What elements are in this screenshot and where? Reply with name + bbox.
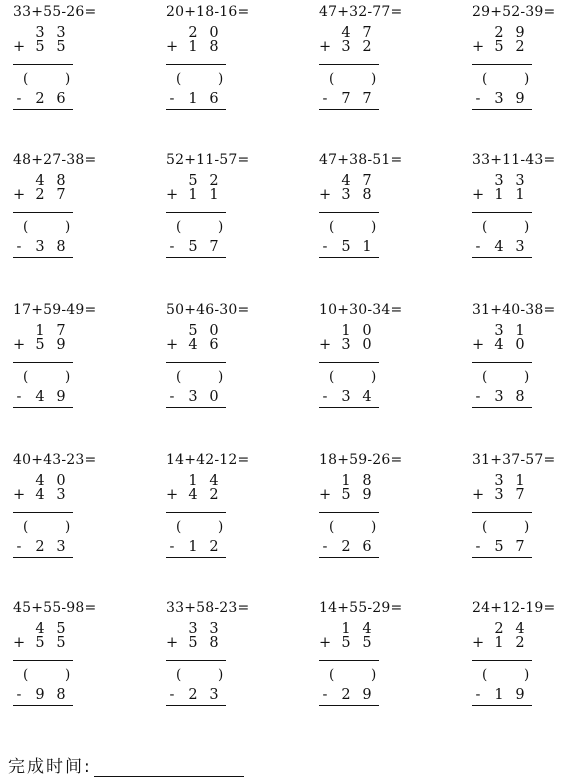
close-paren: )	[524, 71, 530, 87]
ones-digit: 8	[56, 173, 66, 189]
ones-digit: 7	[362, 173, 372, 189]
problem-expression: 14+42-12=	[166, 452, 250, 468]
tens-digit: 4	[494, 239, 504, 255]
result-line	[13, 705, 73, 706]
ones-digit: 8	[209, 39, 219, 55]
result-line	[472, 257, 532, 258]
problem-item	[166, 152, 286, 262]
problem-item	[13, 152, 133, 262]
ones-digit: 7	[515, 487, 525, 503]
plus-sign: +	[472, 635, 485, 651]
result-line	[472, 109, 532, 110]
ones-digit: 4	[362, 389, 372, 405]
ones-digit: 8	[362, 187, 372, 203]
tens-digit: 4	[494, 337, 504, 353]
ones-digit: 7	[56, 187, 66, 203]
open-paren: (	[23, 667, 29, 683]
close-paren: )	[65, 667, 71, 683]
sum-line	[319, 660, 379, 661]
tens-digit: 5	[188, 239, 198, 255]
ones-digit: 7	[209, 239, 219, 255]
ones-digit: 8	[56, 687, 66, 703]
tens-digit: 2	[35, 187, 45, 203]
problem-expression: 31+37-57=	[472, 452, 556, 468]
ones-digit: 0	[56, 473, 66, 489]
tens-digit: 3	[35, 25, 45, 41]
ones-digit: 9	[515, 687, 525, 703]
problem-expression: 14+55-29=	[319, 600, 403, 616]
tens-digit: 3	[35, 239, 45, 255]
ones-digit: 3	[56, 25, 66, 41]
plus-sign: +	[319, 337, 332, 353]
ones-digit: 1	[515, 473, 525, 489]
open-paren: (	[176, 369, 182, 385]
close-paren: )	[218, 369, 224, 385]
plus-sign: +	[472, 487, 485, 503]
tens-digit: 1	[494, 187, 504, 203]
tens-digit: 2	[341, 539, 351, 555]
problem-item	[472, 600, 577, 710]
ones-digit: 6	[56, 91, 66, 107]
problem-item	[472, 302, 577, 412]
problem-expression: 18+59-26=	[319, 452, 403, 468]
open-paren: (	[329, 667, 335, 683]
minus-sign: -	[169, 389, 175, 405]
ones-digit: 1	[515, 323, 525, 339]
ones-digit: 9	[515, 25, 525, 41]
ones-digit: 2	[515, 39, 525, 55]
tens-digit: 5	[35, 337, 45, 353]
result-line	[472, 705, 532, 706]
result-line	[319, 407, 379, 408]
plus-sign: +	[472, 39, 485, 55]
minus-sign: -	[169, 539, 175, 555]
problem-expression: 45+55-98=	[13, 600, 97, 616]
problem-item	[319, 600, 439, 710]
tens-digit: 4	[341, 173, 351, 189]
minus-sign: -	[322, 389, 328, 405]
minus-sign: -	[169, 239, 175, 255]
tens-digit: 4	[188, 487, 198, 503]
ones-digit: 0	[362, 337, 372, 353]
result-line	[13, 109, 73, 110]
tens-digit: 3	[341, 337, 351, 353]
tens-digit: 1	[188, 473, 198, 489]
close-paren: )	[524, 219, 530, 235]
sum-line	[472, 512, 532, 513]
tens-digit: 1	[341, 323, 351, 339]
ones-digit: 4	[515, 621, 525, 637]
ones-digit: 2	[209, 173, 219, 189]
open-paren: (	[482, 667, 488, 683]
ones-digit: 7	[362, 91, 372, 107]
ones-digit: 9	[56, 389, 66, 405]
tens-digit: 3	[494, 173, 504, 189]
close-paren: )	[218, 519, 224, 535]
tens-digit: 4	[35, 173, 45, 189]
sum-line	[319, 64, 379, 65]
ones-digit: 3	[56, 539, 66, 555]
ones-digit: 8	[56, 239, 66, 255]
problem-expression: 10+30-34=	[319, 302, 403, 318]
problem-expression: 33+55-26=	[13, 4, 97, 20]
ones-digit: 2	[209, 539, 219, 555]
open-paren: (	[176, 519, 182, 535]
problem-item	[166, 452, 286, 562]
minus-sign: -	[322, 687, 328, 703]
minus-sign: -	[16, 687, 22, 703]
tens-digit: 1	[35, 323, 45, 339]
tens-digit: 5	[188, 173, 198, 189]
problem-expression: 29+52-39=	[472, 4, 556, 20]
tens-digit: 5	[494, 539, 504, 555]
plus-sign: +	[13, 187, 26, 203]
result-line	[319, 557, 379, 558]
result-line	[166, 257, 226, 258]
open-paren: (	[23, 71, 29, 87]
completion-time-footer	[8, 752, 244, 777]
tens-digit: 3	[494, 473, 504, 489]
ones-digit: 9	[362, 687, 372, 703]
tens-digit: 2	[188, 687, 198, 703]
problem-item	[319, 452, 439, 562]
ones-digit: 4	[209, 473, 219, 489]
plus-sign: +	[319, 39, 332, 55]
tens-digit: 1	[494, 687, 504, 703]
problem-item	[166, 600, 286, 710]
open-paren: (	[176, 667, 182, 683]
open-paren: (	[23, 369, 29, 385]
sum-line	[472, 212, 532, 213]
ones-digit: 8	[362, 473, 372, 489]
ones-digit: 6	[209, 91, 219, 107]
problem-item	[319, 302, 439, 412]
tens-digit: 2	[494, 25, 504, 41]
plus-sign: +	[13, 337, 26, 353]
result-line	[319, 109, 379, 110]
minus-sign: -	[475, 91, 481, 107]
ones-digit: 3	[56, 487, 66, 503]
tens-digit: 2	[35, 91, 45, 107]
minus-sign: -	[169, 91, 175, 107]
ones-digit: 2	[362, 39, 372, 55]
minus-sign: -	[475, 239, 481, 255]
problem-expression: 20+18-16=	[166, 4, 250, 20]
problem-item	[13, 452, 133, 562]
result-line	[166, 705, 226, 706]
minus-sign: -	[475, 389, 481, 405]
plus-sign: +	[166, 487, 179, 503]
tens-digit: 1	[188, 539, 198, 555]
problem-item	[13, 302, 133, 412]
close-paren: )	[218, 219, 224, 235]
tens-digit: 5	[188, 323, 198, 339]
sum-line	[166, 212, 226, 213]
ones-digit: 3	[515, 173, 525, 189]
plus-sign: +	[13, 635, 26, 651]
minus-sign: -	[322, 539, 328, 555]
ones-digit: 5	[56, 635, 66, 651]
close-paren: )	[524, 519, 530, 535]
tens-digit: 5	[188, 635, 198, 651]
ones-digit: 9	[56, 337, 66, 353]
close-paren: )	[524, 667, 530, 683]
tens-digit: 5	[341, 487, 351, 503]
close-paren: )	[65, 369, 71, 385]
plus-sign: +	[13, 39, 26, 55]
tens-digit: 1	[341, 621, 351, 637]
sum-line	[13, 362, 73, 363]
tens-digit: 4	[35, 621, 45, 637]
minus-sign: -	[322, 239, 328, 255]
sum-line	[13, 64, 73, 65]
ones-digit: 0	[515, 337, 525, 353]
close-paren: )	[65, 71, 71, 87]
ones-digit: 9	[515, 91, 525, 107]
ones-digit: 7	[362, 25, 372, 41]
close-paren: )	[218, 71, 224, 87]
tens-digit: 2	[188, 25, 198, 41]
result-line	[166, 109, 226, 110]
open-paren: (	[23, 519, 29, 535]
ones-digit: 5	[56, 39, 66, 55]
ones-digit: 5	[56, 621, 66, 637]
problem-item	[166, 302, 286, 412]
sum-line	[472, 64, 532, 65]
close-paren: )	[218, 667, 224, 683]
sum-line	[13, 512, 73, 513]
problem-expression: 50+46-30=	[166, 302, 250, 318]
tens-digit: 4	[341, 25, 351, 41]
minus-sign: -	[16, 91, 22, 107]
ones-digit: 9	[362, 487, 372, 503]
plus-sign: +	[166, 635, 179, 651]
result-line	[472, 557, 532, 558]
close-paren: )	[65, 519, 71, 535]
plus-sign: +	[472, 187, 485, 203]
ones-digit: 5	[362, 635, 372, 651]
tens-digit: 3	[341, 389, 351, 405]
open-paren: (	[329, 369, 335, 385]
tens-digit: 7	[341, 91, 351, 107]
close-paren: )	[371, 519, 377, 535]
result-line	[319, 257, 379, 258]
ones-digit: 3	[209, 621, 219, 637]
tens-digit: 4	[35, 487, 45, 503]
result-line	[13, 407, 73, 408]
tens-digit: 4	[35, 389, 45, 405]
minus-sign: -	[169, 687, 175, 703]
problem-expression: 24+12-19=	[472, 600, 556, 616]
open-paren: (	[176, 71, 182, 87]
open-paren: (	[482, 71, 488, 87]
plus-sign: +	[166, 39, 179, 55]
tens-digit: 3	[188, 621, 198, 637]
tens-digit: 1	[188, 91, 198, 107]
ones-digit: 6	[362, 539, 372, 555]
tens-digit: 1	[188, 39, 198, 55]
plus-sign: +	[319, 187, 332, 203]
plus-sign: +	[13, 487, 26, 503]
sum-line	[319, 512, 379, 513]
open-paren: (	[329, 219, 335, 235]
ones-digit: 7	[56, 323, 66, 339]
tens-digit: 5	[341, 239, 351, 255]
tens-digit: 9	[35, 687, 45, 703]
sum-line	[166, 660, 226, 661]
problem-expression: 48+27-38=	[13, 152, 97, 168]
tens-digit: 1	[341, 473, 351, 489]
plus-sign: +	[319, 487, 332, 503]
minus-sign: -	[475, 687, 481, 703]
problem-item	[472, 152, 577, 262]
problem-item	[472, 452, 577, 562]
tens-digit: 3	[494, 389, 504, 405]
result-line	[319, 705, 379, 706]
result-line	[13, 257, 73, 258]
ones-digit: 8	[515, 389, 525, 405]
tens-digit: 3	[494, 323, 504, 339]
tens-digit: 1	[494, 635, 504, 651]
minus-sign: -	[16, 239, 22, 255]
plus-sign: +	[472, 337, 485, 353]
sum-line	[319, 212, 379, 213]
problem-expression: 33+11-43=	[472, 152, 556, 168]
plus-sign: +	[319, 635, 332, 651]
problem-item	[13, 600, 133, 710]
ones-digit: 8	[209, 635, 219, 651]
result-line	[13, 557, 73, 558]
open-paren: (	[329, 71, 335, 87]
tens-digit: 5	[341, 635, 351, 651]
problem-expression: 47+38-51=	[319, 152, 403, 168]
tens-digit: 3	[494, 91, 504, 107]
completion-time-blank[interactable]	[94, 760, 244, 777]
ones-digit: 3	[209, 687, 219, 703]
tens-digit: 5	[35, 635, 45, 651]
open-paren: (	[482, 219, 488, 235]
tens-digit: 3	[494, 487, 504, 503]
result-line	[166, 407, 226, 408]
open-paren: (	[482, 369, 488, 385]
plus-sign: +	[166, 187, 179, 203]
problem-item	[319, 4, 439, 114]
sum-line	[166, 64, 226, 65]
ones-digit: 1	[209, 187, 219, 203]
tens-digit: 3	[341, 39, 351, 55]
close-paren: )	[65, 219, 71, 235]
ones-digit: 2	[209, 487, 219, 503]
problem-expression: 17+59-49=	[13, 302, 97, 318]
tens-digit: 3	[188, 389, 198, 405]
close-paren: )	[524, 369, 530, 385]
minus-sign: -	[475, 539, 481, 555]
close-paren: )	[371, 369, 377, 385]
ones-digit: 4	[362, 621, 372, 637]
open-paren: (	[23, 219, 29, 235]
ones-digit: 0	[209, 389, 219, 405]
result-line	[166, 557, 226, 558]
tens-digit: 3	[341, 187, 351, 203]
close-paren: )	[371, 667, 377, 683]
sum-line	[472, 362, 532, 363]
sum-line	[166, 512, 226, 513]
minus-sign: -	[16, 539, 22, 555]
completion-time-label: 完成时间:	[8, 757, 92, 777]
close-paren: )	[371, 219, 377, 235]
ones-digit: 3	[515, 239, 525, 255]
ones-digit: 0	[209, 25, 219, 41]
open-paren: (	[482, 519, 488, 535]
tens-digit: 4	[188, 337, 198, 353]
plus-sign: +	[166, 337, 179, 353]
problem-expression: 47+32-77=	[319, 4, 403, 20]
open-paren: (	[329, 519, 335, 535]
minus-sign: -	[322, 91, 328, 107]
problem-item	[13, 4, 133, 114]
tens-digit: 2	[341, 687, 351, 703]
tens-digit: 5	[35, 39, 45, 55]
problem-expression: 33+58-23=	[166, 600, 250, 616]
result-line	[472, 407, 532, 408]
tens-digit: 2	[494, 621, 504, 637]
ones-digit: 6	[209, 337, 219, 353]
problem-expression: 52+11-57=	[166, 152, 250, 168]
sum-line	[13, 212, 73, 213]
ones-digit: 0	[362, 323, 372, 339]
sum-line	[13, 660, 73, 661]
problem-expression: 40+43-23=	[13, 452, 97, 468]
sum-line	[166, 362, 226, 363]
tens-digit: 5	[494, 39, 504, 55]
sum-line	[319, 362, 379, 363]
tens-digit: 1	[188, 187, 198, 203]
ones-digit: 7	[515, 539, 525, 555]
tens-digit: 4	[35, 473, 45, 489]
sum-line	[472, 660, 532, 661]
ones-digit: 2	[515, 635, 525, 651]
ones-digit: 0	[209, 323, 219, 339]
problem-item	[166, 4, 286, 114]
open-paren: (	[176, 219, 182, 235]
tens-digit: 2	[35, 539, 45, 555]
problem-item	[319, 152, 439, 262]
ones-digit: 1	[515, 187, 525, 203]
close-paren: )	[371, 71, 377, 87]
ones-digit: 1	[362, 239, 372, 255]
minus-sign: -	[16, 389, 22, 405]
problem-item	[472, 4, 577, 114]
problem-expression: 31+40-38=	[472, 302, 556, 318]
